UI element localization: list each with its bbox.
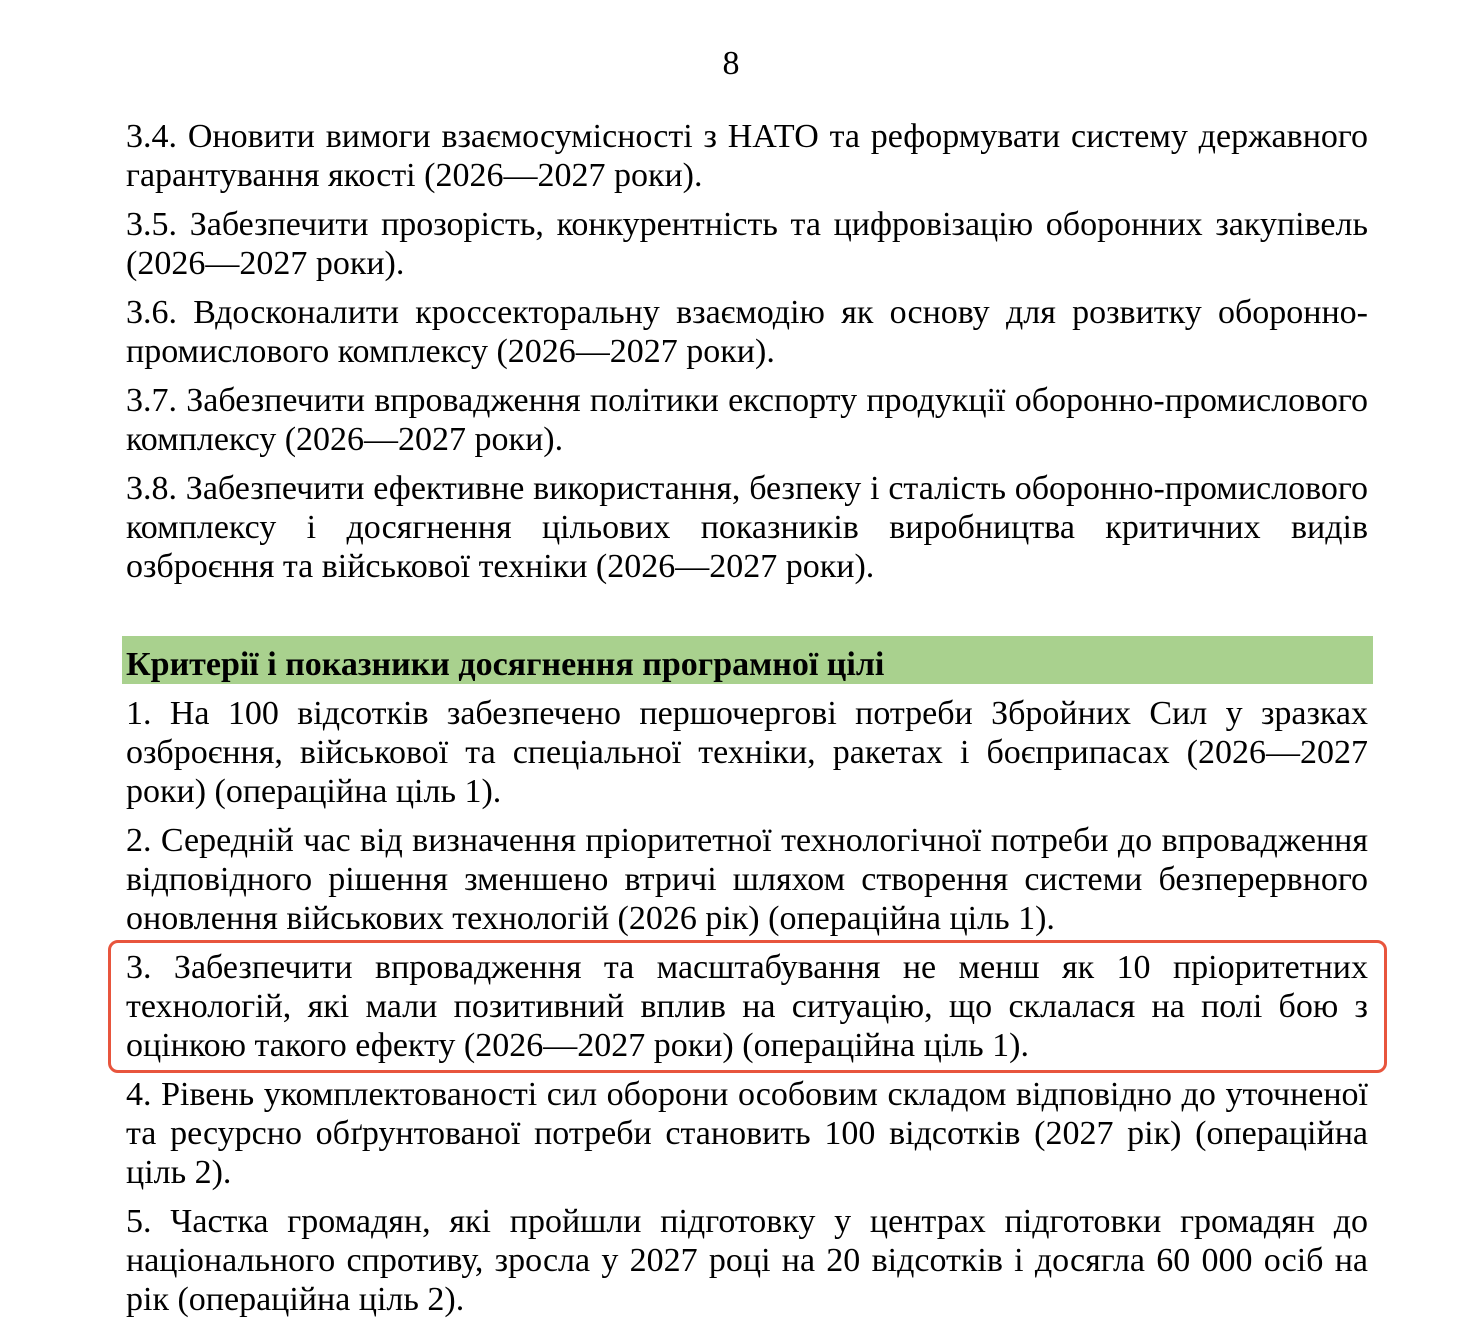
criterion-3: 3. Забезпечити впровадження та масштабування не менш як 10 пріоритетних технологій, які мали позитивний вплив на ситуацію, що склалася на полі бою з оцінкою такого ефекту (2026—2027 роки) (операційна ціль 1). (126, 949, 1368, 1064)
highlight-box (108, 940, 1387, 1073)
section-heading: Критерії і показники досягнення програмної цілі (122, 636, 1373, 684)
page-number: 8 (722, 45, 740, 82)
task-3-8: 3.8. Забезпечити ефективне використання, безпеку і сталість оборонно-промислового комплексу і досягнення цільових показників виробництва критичних видів озброєння та військової техніки (2026—2027 роки). (126, 470, 1368, 585)
criterion-2: 2. Середній час від визначення пріоритетної технологічної потреби до впровадження відповідного рішення зменшено втричі шляхом створення системи безперервного оновлення військових технологій (2026 рік) (операційна ціль 1). (126, 822, 1368, 937)
tasks-list (126, 117, 1368, 596)
criterion-5: 5. Частка громадян, які пройшли підготовку у центрах підготовки громадян до національного спротиву, зросла у 2027 році на 20 відсотків і досягла 60 000 осіб на рік (операційна ціль 2). (126, 1203, 1368, 1318)
task-3-4: 3.4. Оновити вимоги взаємосумісності з НАТО та реформувати систему державного гарантування якості (2026—2027 роки). (126, 118, 1368, 194)
task-3-5: 3.5. Забезпечити прозорість, конкурентність та цифровізацію оборонних закупівель (2026—2027 роки). (126, 206, 1368, 282)
task-3-7: 3.7. Забезпечити впровадження політики експорту продукції оборонно-промислового комплексу (2026—2027 роки). (126, 382, 1368, 458)
task-3-6: 3.6. Вдосконалити кроссекторальну взаємодію як основу для розвитку оборонно-промислового комплексу (2026—2027 роки). (126, 294, 1368, 370)
criterion-1: 1. На 100 відсотків забезпечено першочергові потреби Збройних Сил у зразках озброєння, військової та спеціальної техніки, ракетах і боєприпасах (2026—2027 роки) (операційна ціль 1). (126, 695, 1368, 810)
criterion-4: 4. Рівень укомплектованості сил оборони особовим складом відповідно до уточненої та ресурсно обґрунтованої потреби становить 100 відсотків (2027 рік) (операційна ціль 2). (126, 1076, 1368, 1191)
